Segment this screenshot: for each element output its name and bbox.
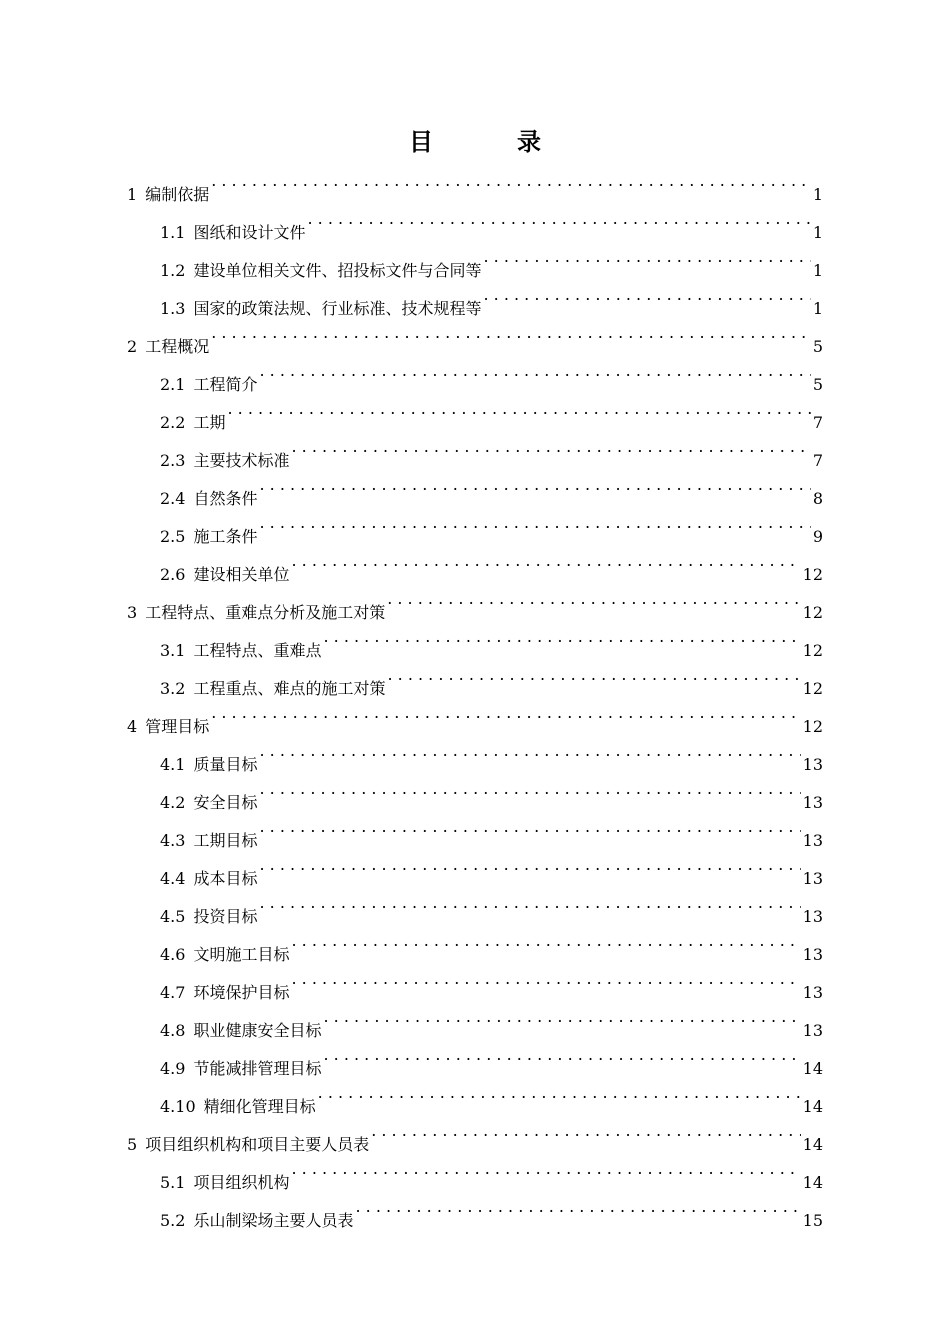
toc-entry-number: 5.2 — [160, 1211, 186, 1230]
toc-entry-label: 工程概况 — [145, 337, 210, 356]
toc-dot-leader — [387, 656, 800, 694]
toc-dot-leader — [211, 694, 800, 732]
toc-entry-number: 2.6 — [160, 565, 186, 584]
toc-entry-label: 工程特点、重难点 — [193, 641, 322, 660]
toc-dot-leader — [227, 390, 810, 428]
toc-entry-page-number: 7 — [812, 413, 823, 432]
toc-entry-label: 建设单位相关文件、招投标文件与合同等 — [193, 261, 482, 280]
toc-dot-leader — [291, 428, 810, 466]
toc-entry-label: 管理目标 — [145, 717, 210, 736]
toc-entry-label: 节能减排管理目标 — [193, 1059, 322, 1078]
toc-entry-label: 质量目标 — [193, 755, 258, 774]
toc-entry-number: 2.3 — [160, 451, 186, 470]
toc-entry-page-number: 13 — [802, 831, 823, 850]
toc-entry-number: 2.5 — [160, 527, 186, 546]
toc-entry-page-number: 12 — [802, 717, 823, 736]
toc-entry-page-number: 5 — [812, 337, 823, 356]
toc-entry-number: 5.1 — [160, 1173, 186, 1192]
toc-entry-number: 3.1 — [160, 641, 186, 660]
toc-entry-number: 4.5 — [160, 907, 186, 926]
toc-entry-label: 工期 — [193, 413, 226, 432]
toc-entry-label: 环境保护目标 — [193, 983, 290, 1002]
toc-entry-number: 4.2 — [160, 793, 186, 812]
toc-entry-page-number: 14 — [802, 1059, 823, 1078]
toc-entry-page-number: 1 — [812, 185, 823, 204]
toc-entry-page-number: 1 — [812, 223, 823, 242]
toc-entry-page-number: 15 — [802, 1211, 823, 1230]
toc-entry-label: 工程简介 — [193, 375, 258, 394]
toc-entry-label: 图纸和设计文件 — [193, 223, 306, 242]
toc-entry-label: 文明施工目标 — [193, 945, 290, 964]
toc-entry-number: 3.2 — [160, 679, 186, 698]
toc-dot-leader — [355, 1188, 800, 1226]
toc-entry[interactable] — [127, 314, 823, 356]
toc-entry-label: 建设相关单位 — [193, 565, 290, 584]
toc-dot-leader — [259, 770, 800, 808]
toc-entry-page-number: 13 — [802, 869, 823, 888]
toc-entry-label: 工程特点、重难点分析及施工对策 — [145, 603, 386, 622]
toc-entry-page-number: 5 — [812, 375, 823, 394]
toc-dot-leader — [291, 960, 800, 998]
toc-entry[interactable] — [127, 352, 823, 394]
toc-entry-page-number: 13 — [802, 755, 823, 774]
toc-entry-label: 工程重点、难点的施工对策 — [193, 679, 386, 698]
toc-entry-number: 3 — [127, 603, 138, 622]
toc-dot-leader — [323, 998, 800, 1036]
toc-entry-page-number: 14 — [802, 1097, 823, 1116]
toc-entry[interactable] — [127, 200, 823, 242]
toc-entry-page-number: 13 — [802, 793, 823, 812]
toc-dot-leader — [291, 922, 800, 960]
toc-list — [127, 162, 823, 1230]
toc-entry-label: 精细化管理目标 — [203, 1097, 316, 1116]
toc-dot-leader — [259, 504, 810, 542]
toc-entry-number: 1.1 — [160, 223, 186, 242]
toc-entry-page-number: 1 — [812, 261, 823, 280]
toc-entry-page-number: 8 — [812, 489, 823, 508]
toc-entry-label: 主要技术标准 — [193, 451, 290, 470]
toc-dot-leader — [323, 618, 800, 656]
toc-dot-leader — [259, 466, 810, 504]
toc-entry-label: 施工条件 — [193, 527, 258, 546]
toc-dot-leader — [483, 276, 810, 314]
toc-entry-page-number: 1 — [812, 299, 823, 318]
toc-entry-number: 2.4 — [160, 489, 186, 508]
toc-dot-leader — [323, 1036, 800, 1074]
toc-entry-number: 4.4 — [160, 869, 186, 888]
toc-dot-leader — [318, 1074, 801, 1112]
toc-entry-page-number: 12 — [802, 603, 823, 622]
toc-entry[interactable] — [127, 390, 823, 432]
toc-dot-leader — [259, 884, 800, 922]
toc-title: 目 录 — [409, 127, 571, 156]
toc-entry-page-number: 14 — [802, 1173, 823, 1192]
toc-entry-number: 1.3 — [160, 299, 186, 318]
toc-entry-page-number: 7 — [812, 451, 823, 470]
toc-entry-number: 4.3 — [160, 831, 186, 850]
toc-entry-number: 1 — [127, 185, 138, 204]
toc-entry-label: 编制依据 — [145, 185, 210, 204]
toc-entry-page-number: 13 — [802, 1021, 823, 1040]
toc-dot-leader — [259, 732, 800, 770]
toc-entry[interactable] — [127, 694, 823, 736]
toc-entry-number: 4 — [127, 717, 138, 736]
toc-entry-page-number: 12 — [802, 565, 823, 584]
toc-entry-label: 自然条件 — [193, 489, 258, 508]
toc-entry-number: 4.7 — [160, 983, 186, 1002]
toc-dot-leader — [291, 542, 800, 580]
toc-entry[interactable] — [127, 428, 823, 470]
toc-entry-number: 4.10 — [160, 1097, 196, 1116]
toc-dot-leader — [291, 1150, 800, 1188]
toc-entry-number: 4.8 — [160, 1021, 186, 1040]
toc-entry-label: 项目组织机构和项目主要人员表 — [145, 1135, 370, 1154]
toc-entry-page-number: 13 — [802, 983, 823, 1002]
toc-entry[interactable] — [127, 162, 823, 204]
toc-entry-page-number: 12 — [802, 641, 823, 660]
toc-entry-label: 安全目标 — [193, 793, 258, 812]
toc-entry-label: 乐山制梁场主要人员表 — [193, 1211, 354, 1230]
toc-entry-number: 2.1 — [160, 375, 186, 394]
toc-entry-label: 工期目标 — [193, 831, 258, 850]
toc-dot-leader — [211, 314, 811, 352]
toc-entry-page-number: 12 — [802, 679, 823, 698]
toc-entry-page-number: 13 — [802, 907, 823, 926]
toc-dot-leader — [259, 846, 800, 884]
toc-entry-number: 5 — [127, 1135, 138, 1154]
toc-dot-leader — [371, 1112, 800, 1150]
toc-entry-label: 项目组织机构 — [193, 1173, 290, 1192]
toc-entry[interactable] — [127, 732, 823, 774]
toc-entry-page-number: 13 — [802, 945, 823, 964]
toc-entry-label: 国家的政策法规、行业标准、技术规程等 — [193, 299, 482, 318]
toc-entry-number: 4.1 — [160, 755, 186, 774]
toc-entry-number: 1.2 — [160, 261, 186, 280]
toc-entry-label: 投资目标 — [193, 907, 258, 926]
toc-entry-page-number: 14 — [802, 1135, 823, 1154]
toc-dot-leader — [259, 808, 800, 846]
toc-entry-number: 2 — [127, 337, 138, 356]
toc-entry-number: 2.2 — [160, 413, 186, 432]
toc-entry-label: 职业健康安全目标 — [193, 1021, 322, 1040]
toc-dot-leader — [387, 580, 800, 618]
toc-entry-number: 4.6 — [160, 945, 186, 964]
toc-dot-leader — [307, 200, 810, 238]
toc-dot-leader — [259, 352, 810, 390]
toc-dot-leader — [483, 238, 810, 276]
toc-dot-leader — [211, 162, 811, 200]
toc-entry-page-number: 9 — [812, 527, 823, 546]
toc-entry-label: 成本目标 — [193, 869, 258, 888]
toc-entry-number: 4.9 — [160, 1059, 186, 1078]
